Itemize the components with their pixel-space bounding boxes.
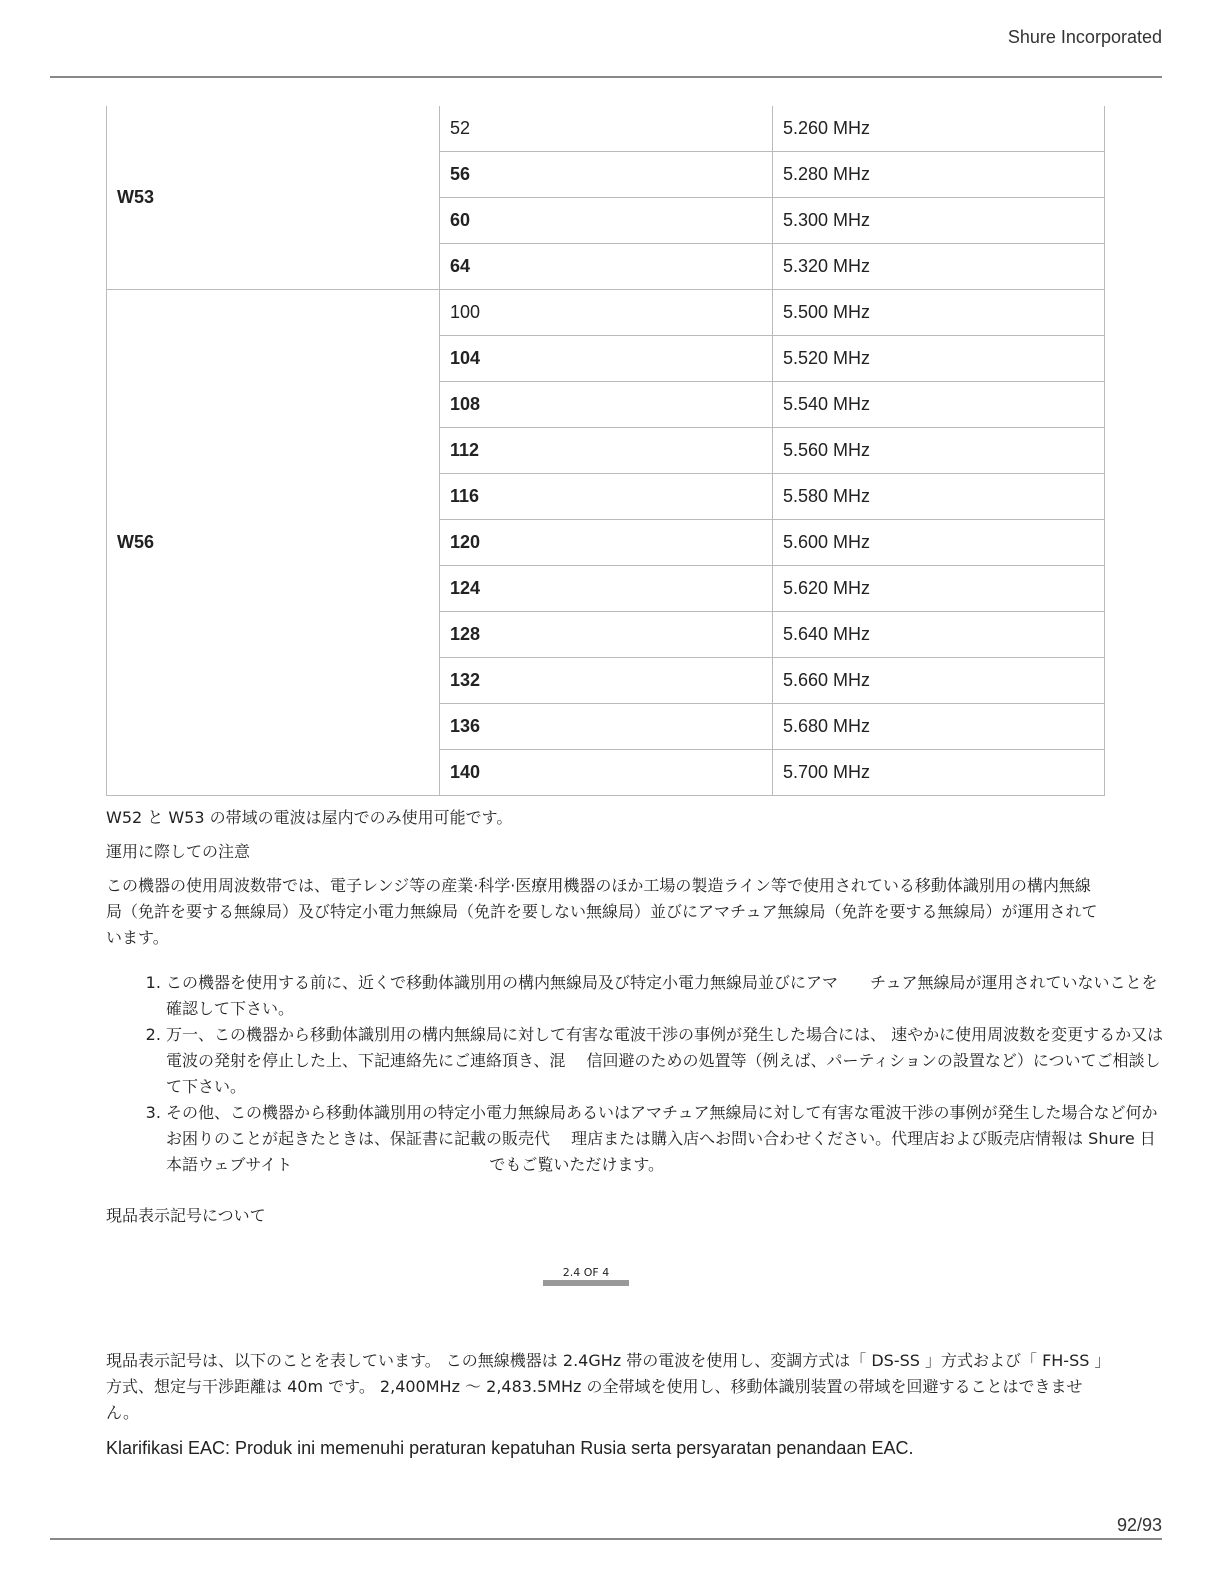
frequency-cell: 5.520 MHz — [773, 336, 1105, 382]
channel-cell: 108 — [440, 382, 773, 428]
footer-rule — [50, 1538, 1162, 1540]
list-item: 1. この機器を使用する前に、近くで移動体識別用の構内無線局及び特定小電力無線局並びにアマ チュア無線局が運用されていないことを確認して下さい。 — [166, 970, 1166, 1022]
marking-description: 現品表示記号は、以下のことを表しています。 この無線機器は 2.4GHz 帯の電波を使用し、変調方式は「 DS-SS 」方式および「 FH-SS 」方式、想定与干渉距離は 40m です。 2,400MHz ～ 2,483.5MHz の全帯域を使用し、移動体識別装置の帯域を回避することはできません。 — [106, 1351, 1103, 1422]
frequency-cell: 5.680 MHz — [773, 704, 1105, 750]
indoor-note: W52 と W53 の帯域の電波は屋内でのみ使用可能です。 — [106, 808, 513, 827]
table-row — [107, 106, 1105, 152]
intro-paragraph: この機器の使用周波数帯では、電子レンジ等の産業·科学·医療用機器のほか工場の製造ライン等で使用されている移動体識別用の構内無線局（免許を要する無線局）及び特定小電力無線局（免許を要しない無線局）並びにアマチュア無線局（免許を要する無線局）が運用されています。 — [106, 876, 1098, 947]
band-cell: W56 — [107, 290, 440, 796]
channel-cell: 140 — [440, 750, 773, 796]
channel-cell: 60 — [440, 198, 773, 244]
table-row — [107, 290, 1105, 336]
channel-cell: 100 — [440, 290, 773, 336]
header-company: Shure Incorporated — [1007, 27, 1162, 47]
page-number: 92/93 — [1116, 1515, 1162, 1535]
frequency-cell: 5.320 MHz — [773, 244, 1105, 290]
frequency-cell: 5.500 MHz — [773, 290, 1105, 336]
frequency-cell: 5.580 MHz — [773, 474, 1105, 520]
list-item: 2. 万一、この機器から移動体識別用の構内無線局に対して有害な電波干渉の事例が発生した場合には、 速やかに使用周波数を変更するか又は電波の発射を停止した上、下記連絡先にご連絡頂き、混 信回避のための処置等（例えば、パーティションの設置など）についてご相談して下さい。 — [166, 1022, 1166, 1100]
marking-heading: 現品表示記号について — [106, 1206, 266, 1225]
header-rule — [50, 76, 1162, 78]
marking-label: 2.4 OF 4 — [562, 1266, 610, 1279]
channel-cell: 52 — [440, 106, 773, 152]
channel-cell: 56 — [440, 152, 773, 198]
frequency-cell: 5.300 MHz — [773, 198, 1105, 244]
channel-cell: 116 — [440, 474, 773, 520]
marking-symbol — [543, 1266, 629, 1286]
frequency-cell: 5.620 MHz — [773, 566, 1105, 612]
channel-cell: 120 — [440, 520, 773, 566]
channel-cell: 128 — [440, 612, 773, 658]
frequency-cell: 5.260 MHz — [773, 106, 1105, 152]
channel-cell: 64 — [440, 244, 773, 290]
frequency-cell: 5.540 MHz — [773, 382, 1105, 428]
frequency-cell: 5.280 MHz — [773, 152, 1105, 198]
caution-list — [106, 970, 1166, 1178]
channel-cell: 124 — [440, 566, 773, 612]
eac-statement: Klarifikasi EAC: Produk ini memenuhi peraturan kepatuhan Rusia serta persyaratan penandaan EAC. — [106, 1438, 914, 1458]
band-cell: W53 — [107, 106, 440, 290]
channel-cell: 132 — [440, 658, 773, 704]
channel-cell: 112 — [440, 428, 773, 474]
caution-heading: 運用に際しての注意 — [106, 842, 251, 861]
list-item: 3. その他、この機器から移動体識別用の特定小電力無線局あるいはアマチュア無線局に対して有害な電波干渉の事例が発生した場合など何かお困りのことが起きたときは、保証書に記載の販売代 理店または購入店へお問い合わせください。代理店および販売店情報は Shure 日本語ウェブサイト でもご覧いただけます。 — [166, 1100, 1166, 1178]
channel-cell: 136 — [440, 704, 773, 750]
marking-bar — [543, 1280, 629, 1286]
frequency-table — [106, 106, 1105, 796]
frequency-cell: 5.660 MHz — [773, 658, 1105, 704]
channel-cell: 104 — [440, 336, 773, 382]
frequency-cell: 5.640 MHz — [773, 612, 1105, 658]
frequency-cell: 5.560 MHz — [773, 428, 1105, 474]
frequency-cell: 5.600 MHz — [773, 520, 1105, 566]
frequency-cell: 5.700 MHz — [773, 750, 1105, 796]
